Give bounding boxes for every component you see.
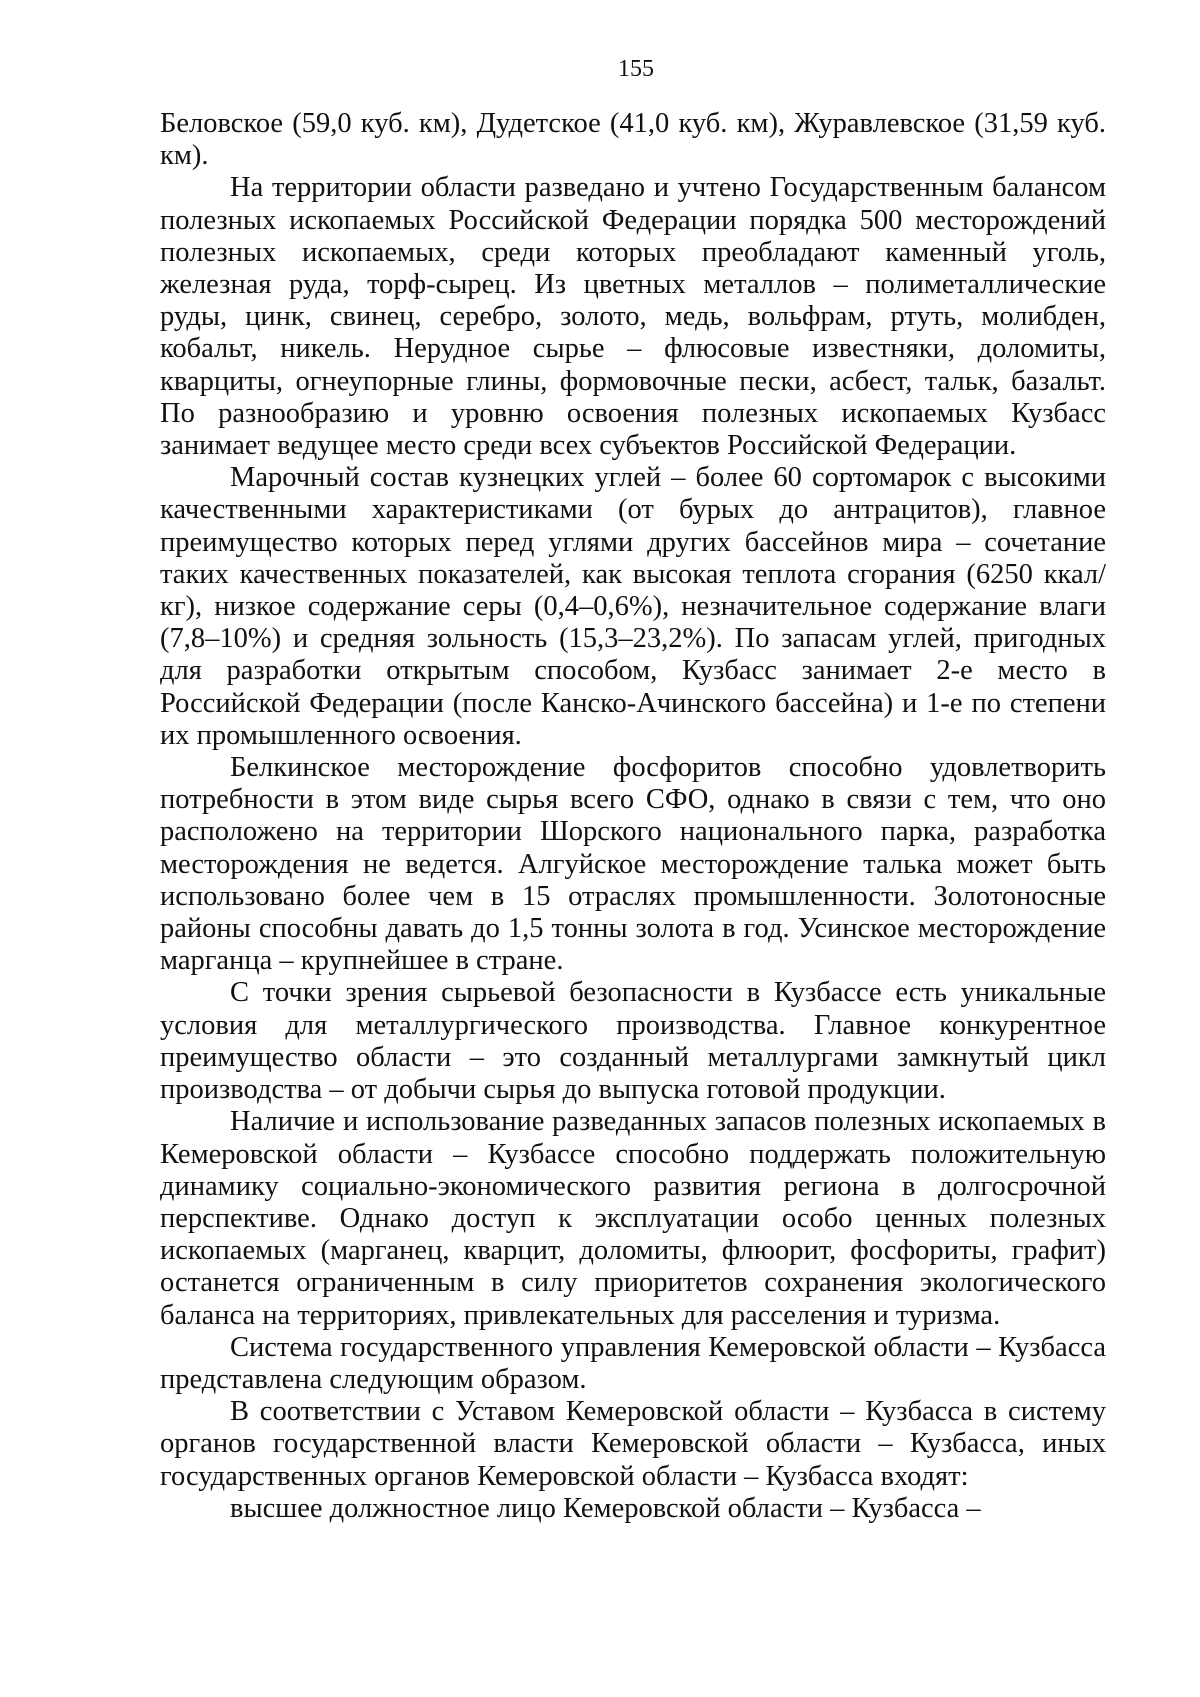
paragraph-charter-bodies: В соответствии с Уставом Кемеровской области – Кузбасса в систему органов государственной власти Кемеровской области – Кузбасса, иных государственных органов Кемеровской области – Кузбасса входят: bbox=[160, 1396, 1106, 1492]
paragraph-governance-system: Система государственного управления Кемеровской области – Кузбасса представлена следующим образом. bbox=[160, 1331, 1106, 1395]
paragraph-highest-official: высшее должностное лицо Кемеровской области – Кузбасса – bbox=[230, 1492, 981, 1524]
paragraph-continuation: Беловское (59,0 куб. км), Дудетское (41,0 куб. км), Журавлевское (31,59 куб. км). bbox=[160, 108, 1106, 172]
paragraph-coal-grades: Марочный состав кузнецких углей – более 60 сортомарок с высокими качественными характеристиками (от бурых до антрацитов), главное преимущество которых перед углями других бассейнов мира – сочетание таких качественных показателей, как высокая теплота сгорания (6250 ккал/кг), низкое содержание серы (0,4–0,6%), незначительное содержание влаги (7,8–10%) и средняя зольность (15,3–23,2%). По запасам углей, пригодных для разработки открытым способом, Кузбасс занимает 2-е место в Российской Федерации (после Канско-Ачинского бассейна) и 1-е по степени их промышленного освоения. bbox=[160, 462, 1106, 751]
paragraph-phosphorite-deposit: Белкинское месторождение фосфоритов способно удовлетворить потребности в этом виде сырья всего СФО, однако в связи с тем, что оно расположено на территории Шорского национального парка, разработка месторождения не ведется. Алгуйское месторождение талька может быть использовано более чем в 15 отраслях промышленности. Золотоносные районы способны давать до 1,5 тонны золота в год. Усинское месторождение марганца – крупнейшее в стране. bbox=[160, 752, 1106, 977]
paragraph-mineral-deposits: На территории области разведано и учтено Государственным балансом полезных ископаемых Российской Федерации порядка 500 месторождений полезных ископаемых, среди которых преобладают каменный уголь, железная руда, торф-сырец. Из цветных металлов – полиметаллические руды, цинк, свинец, серебро, золото, медь, вольфрам, ртуть, молибден, кобальт, никель. Нерудное сырье – флюсовые известняки, доломиты, кварциты, огнеупорные глины, формовочные пески, асбест, тальк, базальт. По разнообразию и уровню освоения полезных ископаемых Кузбасс занимает ведущее место среди всех субъектов Российской Федерации. bbox=[160, 172, 1106, 462]
paragraph-raw-material-security: С точки зрения сырьевой безопасности в Кузбассе есть уникальные условия для металлургического производства. Главное конкурентное преимущество области – это созданный металлургами замкнутый цикл производства – от добычи сырья до выпуска готовой продукции. bbox=[160, 977, 1106, 1106]
page-body bbox=[160, 108, 1106, 1525]
page-number: 155 bbox=[618, 56, 654, 82]
paragraph-reserves-outlook: Наличие и использование разведанных запасов полезных ископаемых в Кемеровской области – Кузбассе способно поддержать положительную динамику социально-экономического развития региона в долгосрочной перспективе. Однако доступ к эксплуатации особо ценных полезных ископаемых (марганец, кварцит, доломиты, флюорит, фосфориты, графит) останется ограниченным в силу приоритетов сохранения экологического баланса на территориях, привлекательных для расселения и туризма. bbox=[160, 1106, 1106, 1331]
